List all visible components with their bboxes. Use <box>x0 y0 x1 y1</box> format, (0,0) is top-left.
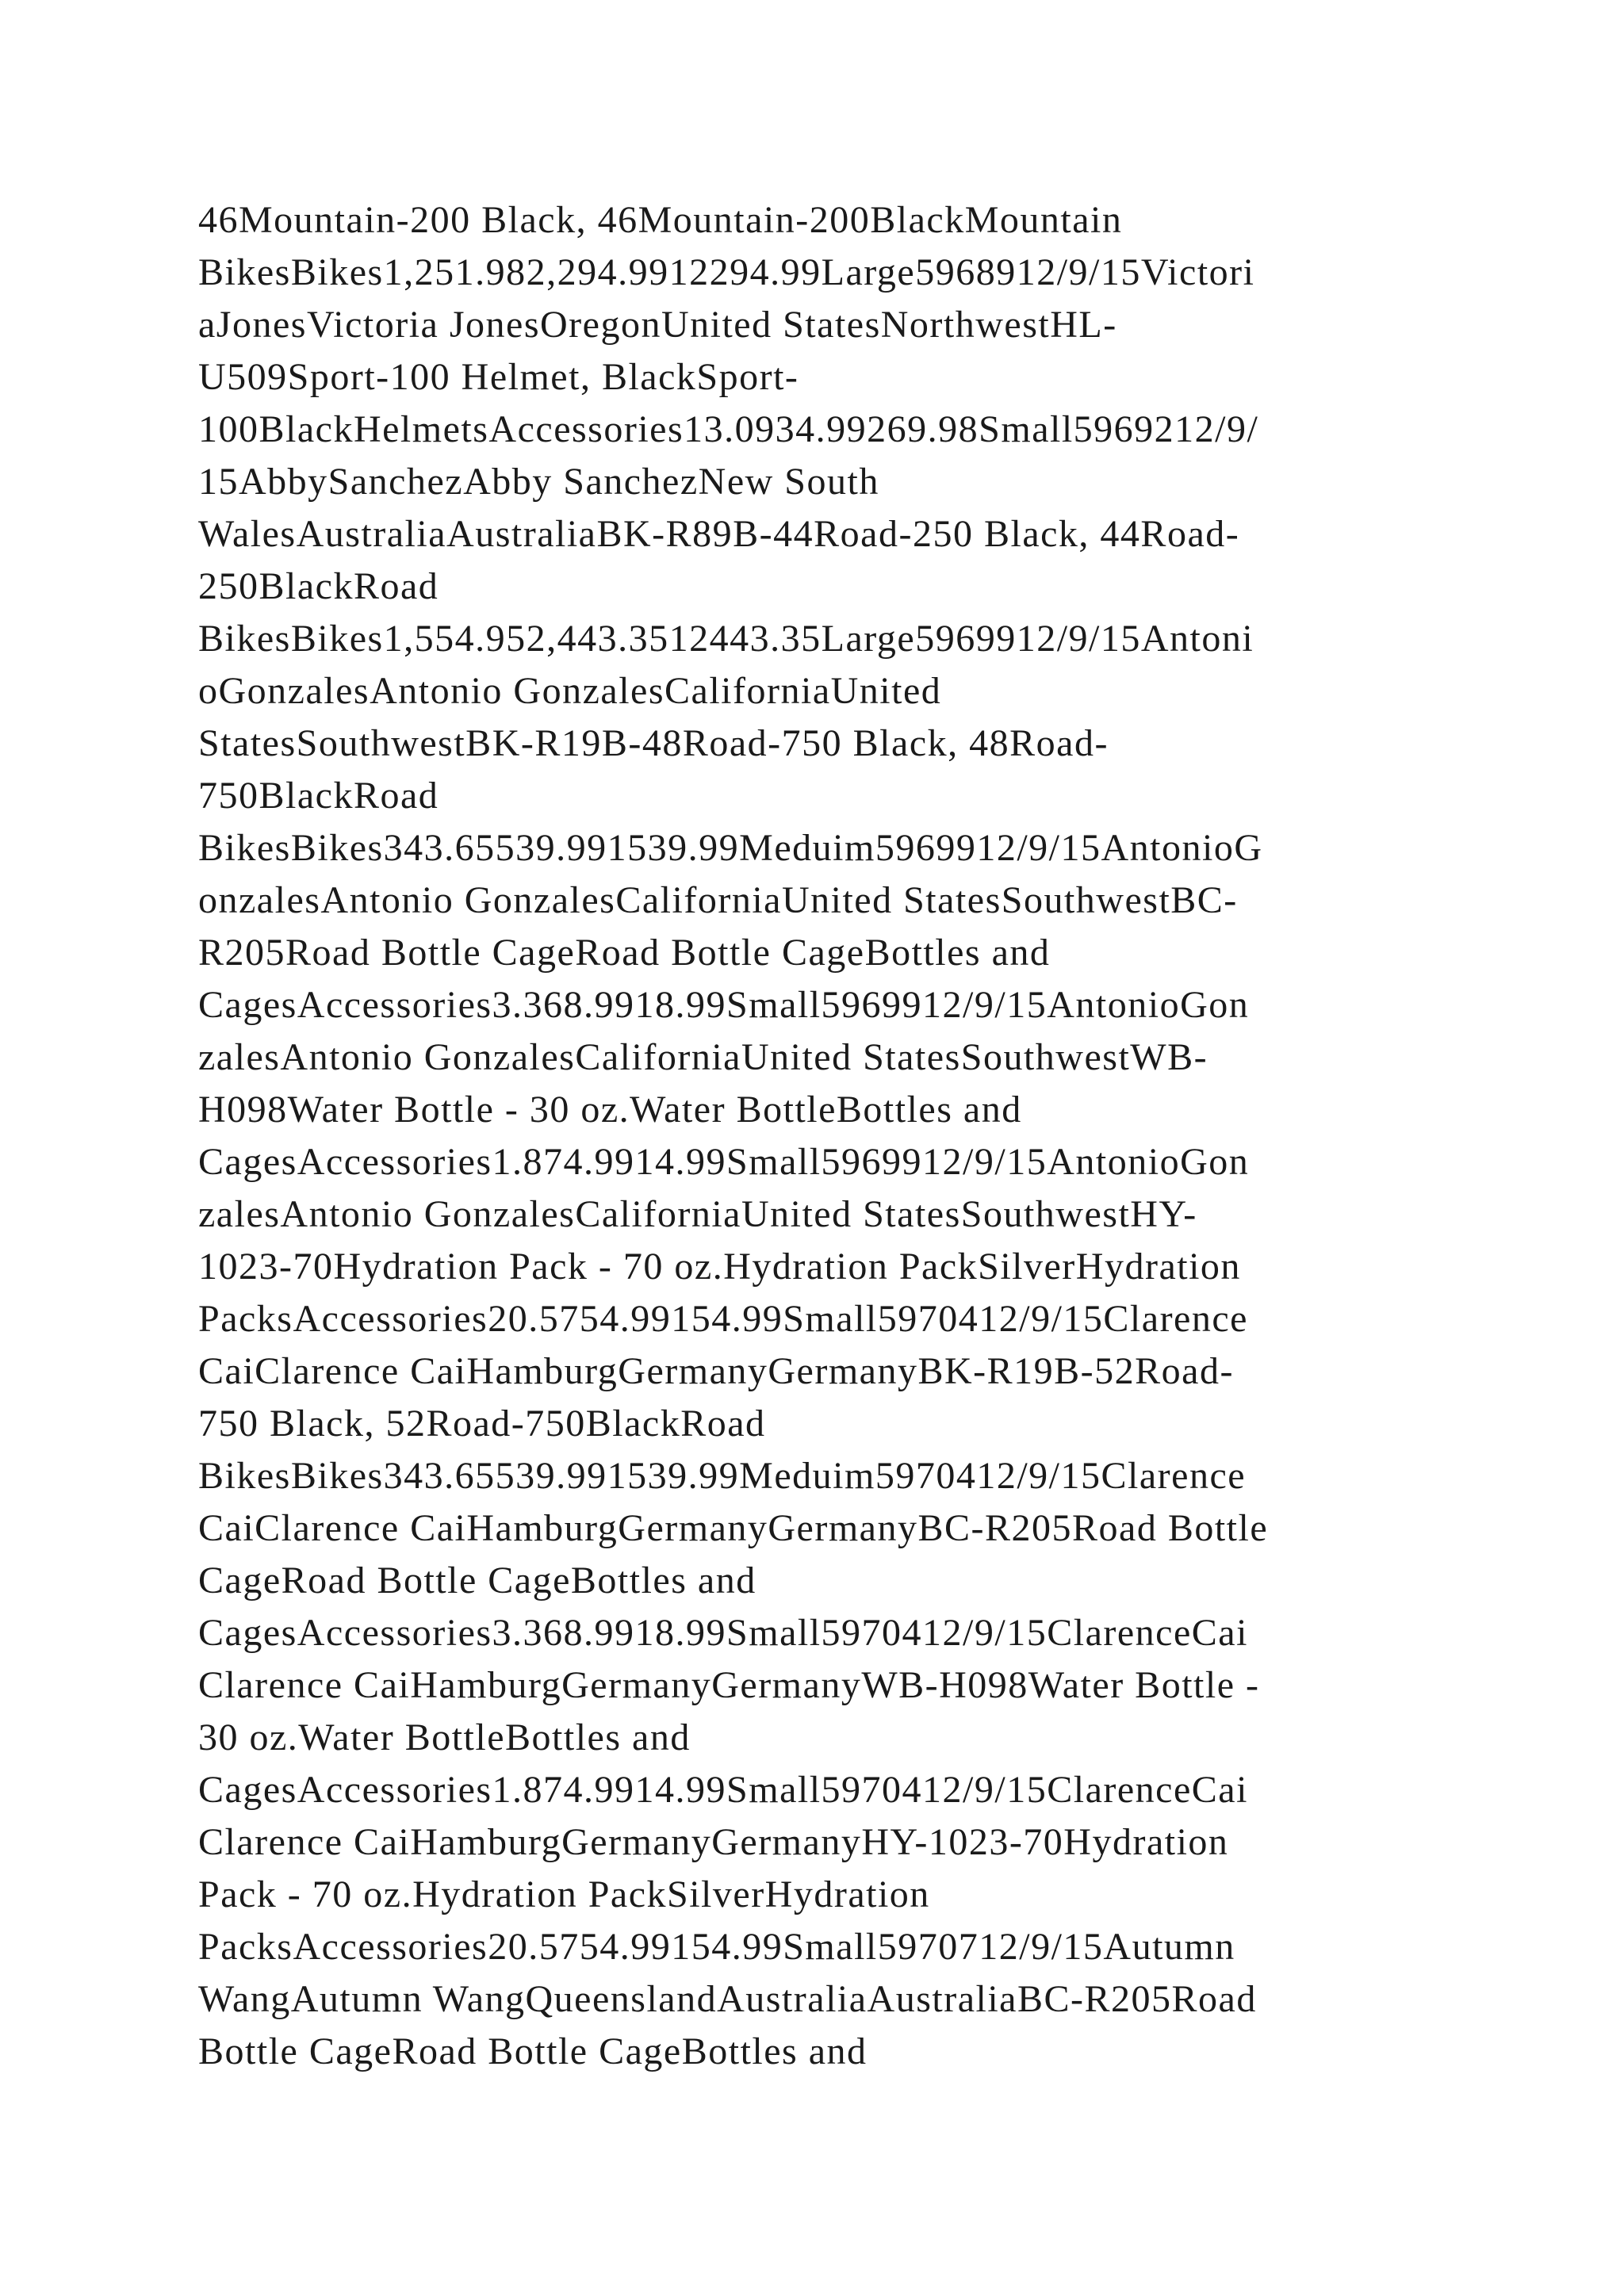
text-line: Clarence CaiHamburgGermanyGermanyHY-1023-70Hydration <box>198 1821 1229 1863</box>
text-line: BikesBikes343.65539.991539.99Meduim5970412/9/15Clarence <box>198 1455 1247 1497</box>
text-line: Pack - 70 oz.Hydration PackSilverHydration <box>198 1873 930 1915</box>
text-line: zalesAntonio GonzalesCaliforniaUnited StatesSouthwestWB- <box>198 1036 1208 1078</box>
text-line: BikesBikes1,554.952,443.3512443.35Large5969912/9/15Antoni <box>198 618 1254 660</box>
text-line: BikesBikes343.65539.991539.99Meduim5969912/9/15AntonioG <box>198 827 1263 869</box>
text-line: 46Mountain-200 Black, 46Mountain-200BlackMountain <box>198 199 1123 241</box>
text-line: Clarence CaiHamburgGermanyGermanyWB-H098Water Bottle - <box>198 1664 1260 1706</box>
text-line: 1023-70Hydration Pack - 70 oz.Hydration PackSilverHydration <box>198 1246 1241 1288</box>
text-line: 250BlackRoad <box>198 565 439 607</box>
text-line: CaiClarence CaiHamburgGermanyGermanyBK-R19B-52Road- <box>198 1350 1234 1392</box>
text-line: WalesAustraliaAustraliaBK-R89B-44Road-250 Black, 44Road- <box>198 513 1240 555</box>
text-line: CagesAccessories1.874.9914.99Small5969912/9/15AntonioGon <box>198 1141 1250 1183</box>
text-line: CagesAccessories3.368.9918.99Small5970412/9/15ClarenceCai <box>198 1612 1248 1654</box>
document-body <box>198 194 1483 2078</box>
text-line: PacksAccessories20.5754.99154.99Small5970412/9/15Clarence <box>198 1298 1248 1340</box>
text-line: 100BlackHelmetsAccessories13.0934.99269.98Small5969212/9/ <box>198 408 1259 450</box>
text-line: oGonzalesAntonio GonzalesCaliforniaUnited <box>198 670 942 712</box>
text-line: R205Road Bottle CageRoad Bottle CageBottles and <box>198 932 1051 974</box>
text-line: PacksAccessories20.5754.99154.99Small5970712/9/15Autumn <box>198 1926 1235 1968</box>
text-line: CagesAccessories1.874.9914.99Small5970412/9/15ClarenceCai <box>198 1769 1248 1811</box>
text-line: CaiClarence CaiHamburgGermanyGermanyBC-R205Road Bottle <box>198 1507 1269 1549</box>
text-line: aJonesVictoria JonesOregonUnited StatesNorthwestHL- <box>198 304 1117 346</box>
text-line: 30 oz.Water BottleBottles and <box>198 1716 691 1758</box>
text-line: CagesAccessories3.368.9918.99Small5969912/9/15AntonioGon <box>198 984 1250 1026</box>
text-line: CageRoad Bottle CageBottles and <box>198 1559 756 1601</box>
text-line: H098Water Bottle - 30 oz.Water BottleBottles and <box>198 1089 1022 1131</box>
text-line: WangAutumn WangQueenslandAustraliaAustraliaBC-R205Road <box>198 1978 1257 2020</box>
text-line: onzalesAntonio GonzalesCaliforniaUnited StatesSouthwestBC- <box>198 879 1238 921</box>
text-line: U509Sport-100 Helmet, BlackSport- <box>198 356 799 398</box>
text-line: BikesBikes1,251.982,294.9912294.99Large5968912/9/15Victori <box>198 251 1255 293</box>
text-line: 15AbbySanchezAbby SanchezNew South <box>198 461 879 503</box>
text-line: 750BlackRoad <box>198 775 439 817</box>
text-line: zalesAntonio GonzalesCaliforniaUnited StatesSouthwestHY- <box>198 1193 1197 1235</box>
text-line: 750 Black, 52Road-750BlackRoad <box>198 1402 766 1445</box>
text-line: StatesSouthwestBK-R19B-48Road-750 Black, 48Road- <box>198 722 1109 764</box>
text-line: Bottle CageRoad Bottle CageBottles and <box>198 2030 868 2072</box>
